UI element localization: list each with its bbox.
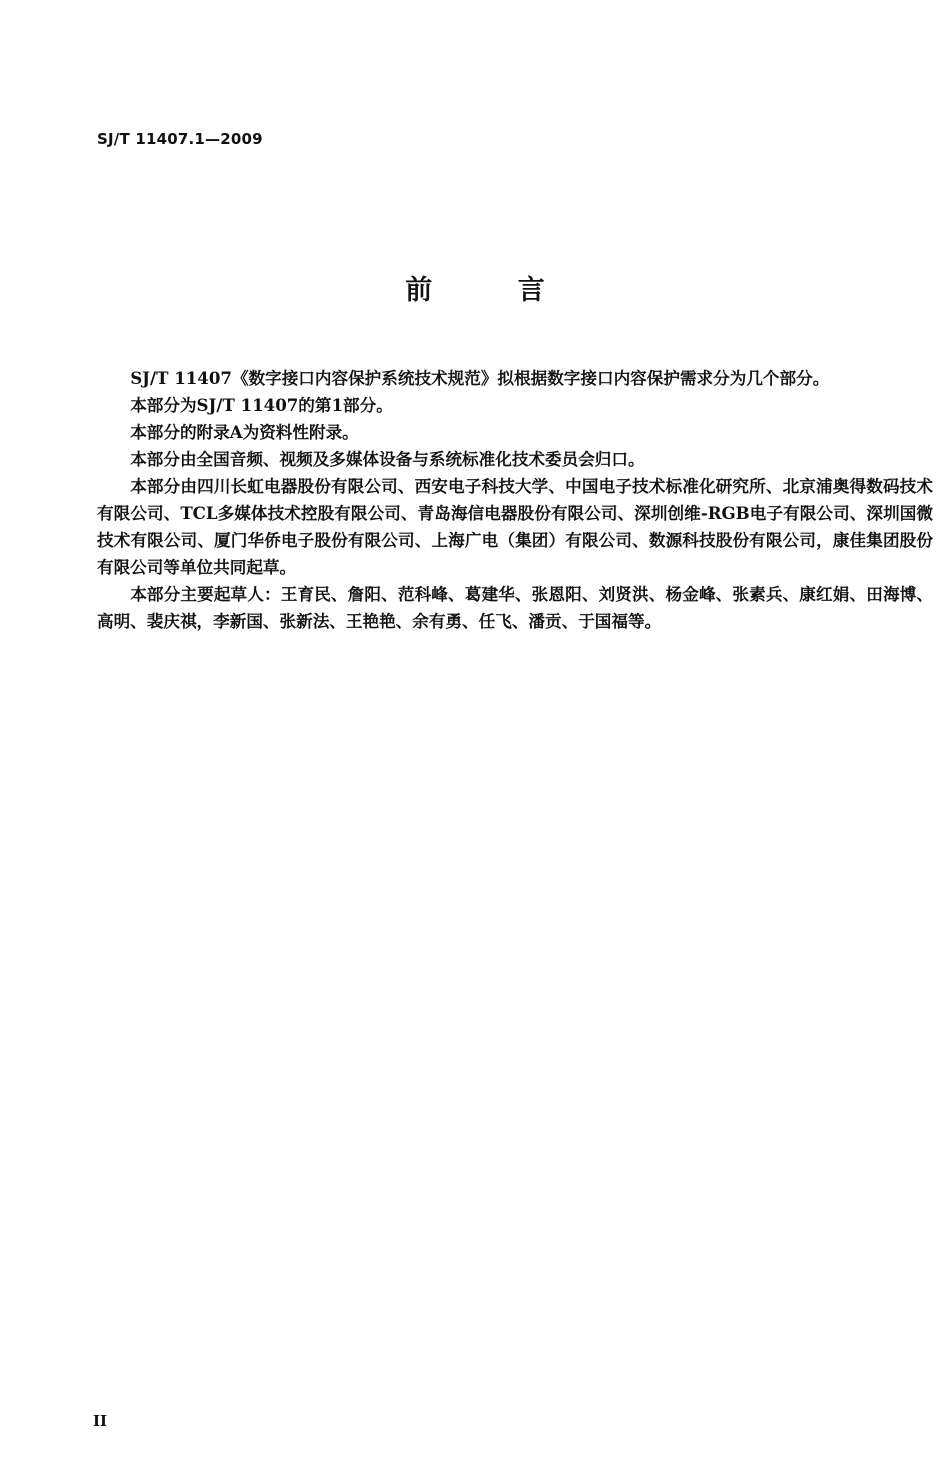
- paragraph-parts: SJ/T 11407《数字接口内容保护系统技术规范》拟根据数字接口内容保护需求分为几个部分。: [130, 368, 830, 388]
- paragraph-drafters: 本部分主要起草人：王育民、詹阳、范科峰、葛建华、张恩阳、刘贤洪、杨金峰、张素兵、康红娟、田海博、高明、裴庆祺，李新国、张新法、王艳艳、余有勇、任飞、潘贡、于国福等。: [97, 584, 933, 631]
- paragraph-drafting-units: 本部分由四川长虹电器股份有限公司、西安电子科技大学、中国电子技术标准化研究所、北京浦奥得数码技术有限公司、TCL多媒体技术控股有限公司、青岛海信电器股份有限公司、深圳创维-RGB电子有限公司、深圳国微技术有限公司、厦门华侨电子股份有限公司、上海广电（集团）有限公司、数源科技股份有限公司，康佳集团股份有限公司等单位共同起草。: [97, 476, 933, 577]
- paragraph-committee: 本部分由全国音频、视频及多媒体设备与系统标准化技术委员会归口。: [130, 449, 645, 469]
- standard-number: SJ/T 11407.1—2009: [97, 130, 263, 148]
- page-title: 前 言: [405, 275, 583, 306]
- paragraph-part-number: 本部分为SJ/T 11407的第1部分。: [130, 395, 393, 415]
- paragraph-annex: 本部分的附录A为资料性附录。: [130, 422, 359, 442]
- foreword-body: [97, 365, 933, 635]
- page-number: II: [93, 1412, 108, 1430]
